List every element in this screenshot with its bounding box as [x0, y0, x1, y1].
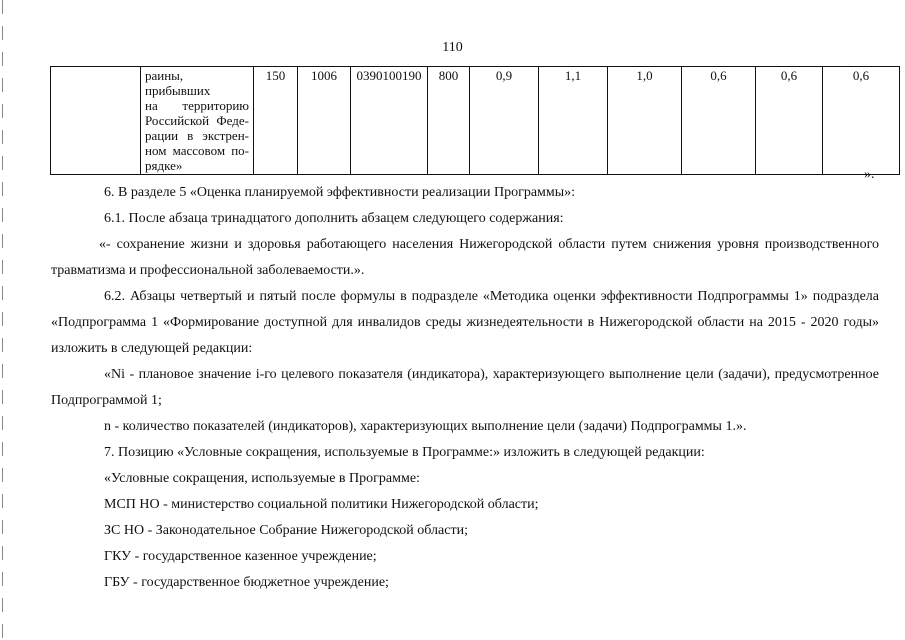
paragraph-abbrev-heading: «Условные сокращения, используемые в Программе: — [104, 471, 420, 486]
table-cell-value: 0390100190 — [351, 67, 428, 175]
document-body — [51, 180, 879, 596]
table-cell-value: 800 — [428, 67, 470, 175]
description-line: Российской Феде- — [145, 113, 249, 128]
indicator-table — [50, 66, 900, 175]
paragraph-quote-health: «- сохранение жизни и здоровья работающего населения Нижегородской области путем снижения уровня производственного травматизма и профессиональной заболеваемости.». — [51, 237, 879, 278]
paragraph-abbrev-msp: МСП НО - министерство социальной политики Нижегородской области; — [104, 497, 539, 512]
scan-margin-line — [2, 0, 3, 640]
paragraph-6-1: 6.1. После абзаца тринадцатого дополнить абзацем следующего содержания: — [104, 211, 564, 226]
paragraph-n-definition: n - количество показателей (индикаторов), характеризующих выполнение цели (задачи) Подпрограммы 1.». — [104, 419, 747, 434]
table-cell-value: 1,1 — [539, 67, 608, 175]
description-line: ном массовом по- — [145, 143, 249, 158]
table-cell-empty — [51, 67, 141, 175]
table-cell-value: 0,6 — [756, 67, 823, 175]
paragraph-abbrev-gbu: ГБУ - государственное бюджетное учреждение; — [104, 575, 389, 590]
page-number: 110 — [442, 40, 463, 55]
table-cell-value: 1006 — [298, 67, 351, 175]
paragraph-abbrev-gku: ГКУ - государственное казенное учреждение; — [104, 549, 377, 564]
paragraph-section-7: 7. Позицию «Условные сокращения, используемые в Программе:» изложить в следующей редакции: — [104, 445, 705, 460]
paragraph-6-2: 6.2. Абзацы четвертый и пятый после формулы в подразделе «Методика оценки эффективности Подпрограммы 1» подраздела «Подпрограмма 1 «Формирование доступной для инвалидов среды жизнедеятельности в Нижегородской области на 2015 - 2020 годы» изложить в следующей редакции: — [51, 289, 879, 356]
description-line: рации в экстрен- — [145, 128, 249, 143]
table-cell-description — [141, 67, 254, 175]
description-line: на территорию — [145, 98, 249, 113]
closing-quote: ». — [864, 167, 875, 182]
table-cell-value: 0,6 — [823, 67, 900, 175]
description-line: рядке» — [145, 158, 183, 173]
table-cell-value: 150 — [254, 67, 298, 175]
paragraph-section-6: 6. В разделе 5 «Оценка планируемой эффективности реализации Программы»: — [104, 185, 576, 200]
table-cell-value: 0,6 — [682, 67, 756, 175]
paragraph-abbrev-zs: ЗС НО - Законодательное Собрание Нижегородской области; — [104, 523, 468, 538]
paragraph-ni-definition: «Ni - плановое значение i-го целевого показателя (индикатора), характеризующего выполнение цели (задачи), предусмотренное Подпрограммой 1; — [51, 367, 879, 408]
description-line: раины, прибывших — [145, 68, 211, 98]
table-row — [51, 67, 900, 175]
table-cell-value: 0,9 — [470, 67, 539, 175]
table-cell-value: 1,0 — [608, 67, 682, 175]
